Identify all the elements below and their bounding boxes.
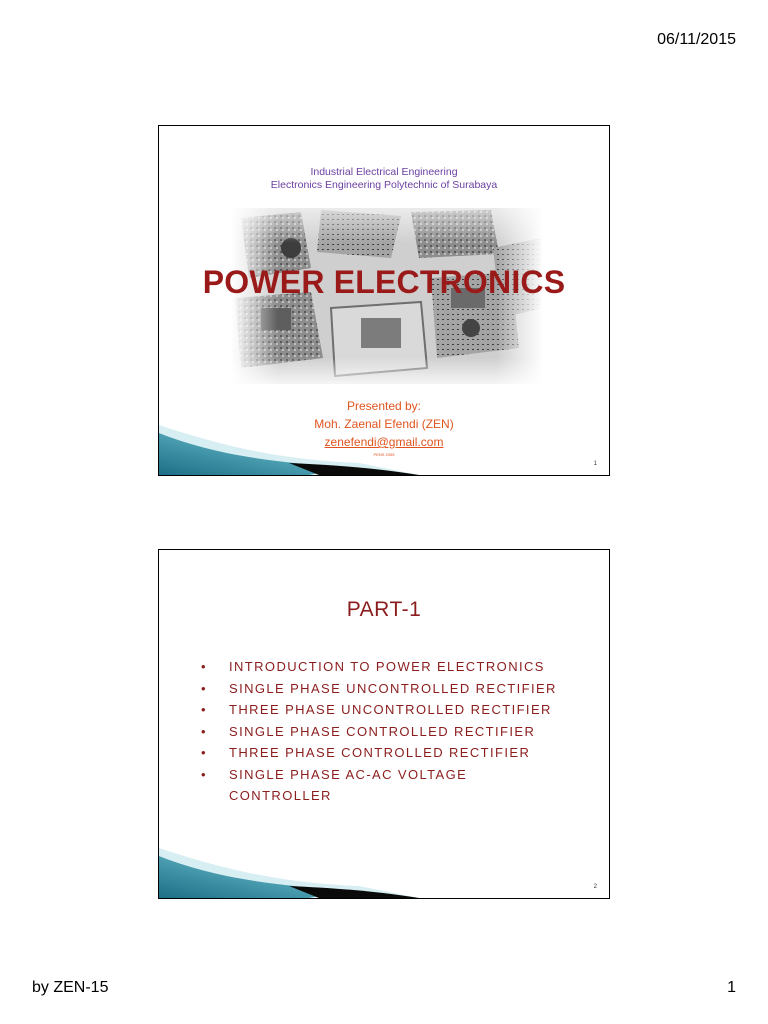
footer-author: by ZEN-15 <box>32 979 109 996</box>
list-item: • INTRODUCTION TO POWER ELECTRONICS <box>201 656 569 678</box>
list-item: • SINGLE PHASE CONTROLLED RECTIFIER <box>201 721 569 743</box>
part-title: PART-1 <box>346 598 422 621</box>
institution-line-1: Industrial Electrical Engineering <box>310 166 458 178</box>
presenter-email-link[interactable]: zenefendi@gmail.com <box>324 435 444 449</box>
list-item: • SINGLE PHASE AC-AC VOLTAGE CONTROLLER <box>201 764 569 807</box>
institution-block <box>159 166 609 192</box>
bullet-icon: • <box>201 723 207 739</box>
slide-1 <box>158 125 610 476</box>
slide-2 <box>158 549 610 899</box>
page-date: 06/11/2015 <box>657 31 736 48</box>
list-item: • SINGLE PHASE UNCONTROLLED RECTIFIER <box>201 678 569 700</box>
footer-page-number: 1 <box>727 979 736 996</box>
slide-title: POWER ELECTRONICS <box>202 264 566 300</box>
institution-line-2: Electronics Engineering Polytechnic of Surabaya <box>270 179 498 191</box>
bullet-icon: • <box>201 702 207 717</box>
decorative-swoosh <box>159 828 419 898</box>
presenter-name: Moh. Zaenal Efendi (ZEN) <box>314 417 454 431</box>
bullet-icon: • <box>201 745 207 760</box>
bullet-icon: • <box>201 659 207 674</box>
list-item: • THREE PHASE CONTROLLED RECTIFIER <box>201 742 569 764</box>
presented-by-label: Presented by: <box>346 399 422 413</box>
slide-number: 2 <box>593 884 597 890</box>
decorative-swoosh <box>159 405 419 475</box>
tiny-note: PENS 2055 <box>373 452 395 457</box>
bullet-icon: • <box>201 680 207 696</box>
topic-list <box>201 656 569 807</box>
slide-number: 1 <box>593 461 597 467</box>
bullet-icon: • <box>201 766 207 782</box>
list-item: • THREE PHASE UNCONTROLLED RECTIFIER <box>201 699 569 721</box>
